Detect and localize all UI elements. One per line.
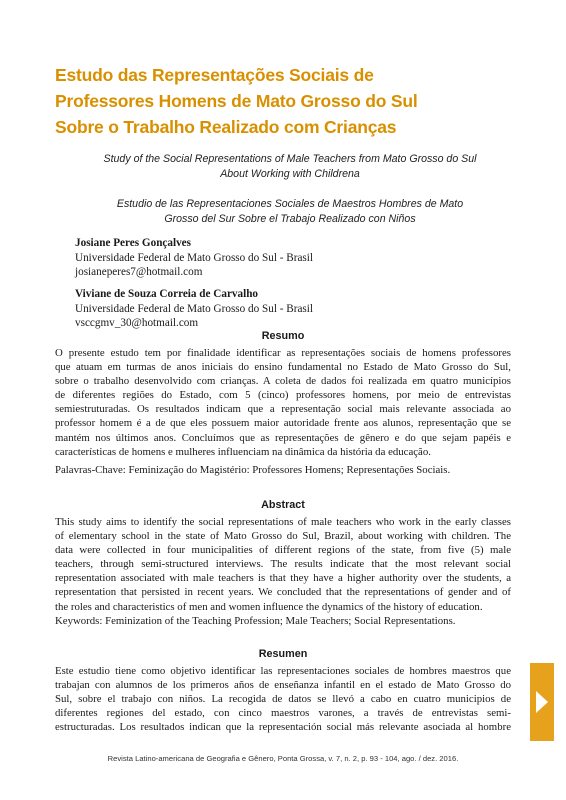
author-affiliation: Universidade Federal de Mato Grosso do Sul - Brasil: [75, 251, 314, 264]
text-line: trabajan con alumnos de los primeros años de enseñanza infantil en el estado de Mato Grosso do: [55, 679, 511, 692]
author-block: [75, 287, 495, 331]
author-email: vsccgmv_30@hotmail.com: [75, 317, 199, 329]
text-line: semiestruturadas. Os resultados indicam que a representação social mais relevante associada ao: [55, 403, 511, 416]
subtitle-line: About Working with Childrena: [220, 168, 360, 180]
article-title: [55, 62, 525, 140]
resumen-heading: Resumen: [258, 648, 308, 660]
resumo-heading: Resumo: [261, 330, 305, 342]
text-line: diferentes regiones del estado, con cinco maestros varones, a través de entrevistas semi-: [55, 707, 511, 720]
text-line: sobre o trabalho desenvolvido com crianças. A coleta de dados foi realizada em quatro municípios: [55, 375, 511, 388]
subtitle-line: Estudio de las Representaciones Sociales de Maestros Hombres de Mato: [116, 198, 464, 210]
author-name: Josiane Peres Gonçalves: [75, 237, 192, 249]
author-affiliation: Universidade Federal de Mato Grosso do Sul - Brasil: [75, 302, 314, 315]
title-english: [60, 152, 520, 182]
text-line: mantém nos últimos anos. Concluímos que as representações de gênero e do que sejam papéis e: [55, 431, 511, 444]
text-line: de diferentes regiões do Estado, com 5 (cinco) professores homens, por meio de entrevistas: [55, 389, 511, 402]
chevron-right-icon: [535, 690, 549, 714]
subtitle-line: Study of the Social Representations of Male Teachers from Mato Grosso do Sul: [103, 153, 477, 165]
author-email: josianeperes7@hotmail.com: [75, 266, 203, 278]
text-line: representation that persisted in recent years. We concluded that the representations of gender and of: [55, 586, 511, 599]
next-page-button[interactable]: [530, 663, 554, 741]
text-line: estructuradas. Los resultados indican que la representación social más relevante asociada al hombre: [55, 721, 511, 734]
resumen-text: [55, 664, 511, 734]
resumo-text: [55, 346, 511, 459]
journal-footer: Revista Latino-americana de Geografia e Gênero, Ponta Grossa, v. 7, n. 2, p. 93 - 104, ago. / dez. 2016.: [107, 754, 459, 763]
author-name: Viviane de Souza Correia de Carvalho: [75, 288, 259, 300]
subtitle-line: Grosso del Sur Sobre el Trabajo Realizado con Niños: [164, 213, 416, 225]
text-line: teachers, through semi-structured interviews. The results indicate that the most relevant social: [55, 558, 511, 571]
text-line: This study aims to identify the social representations of male teachers who work in the early classes: [55, 516, 511, 528]
text-line: representation associated with male teachers is that they have a higher authority over the students, a: [55, 572, 511, 585]
abstract-heading: Abstract: [261, 499, 305, 511]
abstract-text: [55, 515, 511, 614]
text-line: the roles and characteristics of men and women influence the dynamics of the history of education.: [55, 600, 483, 613]
text-line: Este estudio tiene como objetivo identificar las representaciones sociales de hombres maestros que: [55, 665, 511, 677]
palavras-chave: Palavras-Chave: Feminização do Magistério: Professores Homens; Representações Sociais.: [55, 464, 451, 476]
title-spanish: [60, 197, 520, 227]
title-line: Sobre o Trabalho Realizado com Crianças: [55, 117, 397, 137]
title-line: Professores Homens de Mato Grosso do Sul: [55, 91, 418, 111]
text-line: Sul, sobre el trabajo con niños. La recogida de datos se llevó a cabo en cuatro municipios de: [55, 693, 511, 706]
text-line: O presente estudo tem por finalidade identificar as representações sociais de homens professores: [55, 347, 511, 359]
text-line: que atuam em turmas de anos iniciais do ensino fundamental no Estado de Mato Grosso do Sul,: [55, 361, 511, 374]
title-line: Estudo das Representações Sociais de: [55, 65, 374, 85]
text-line: data were collected in four municipalities of different regions of the state, from five (5) male: [55, 544, 511, 557]
text-line: professor homem é a de que eles possuem maior autoridade frente aos alunos, representação que se: [55, 417, 511, 430]
text-line: of elementary school in the state of Mato Grosso do Sul, Brazil, about working with children. The: [55, 530, 511, 543]
keywords: Keywords: Feminization of the Teaching Profession; Male Teachers; Social Representations.: [55, 615, 456, 627]
text-line: características de homens e mulheres influenciam na dinâmica da história da educação.: [55, 445, 431, 458]
author-block: [75, 236, 495, 280]
